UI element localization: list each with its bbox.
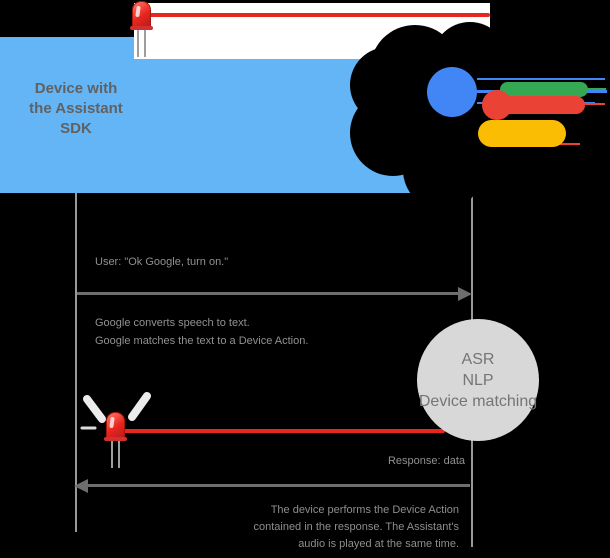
processing-line: NLP [462, 371, 494, 389]
google-step-label: Google converts speech to text. [95, 317, 250, 329]
device-title-line: SDK [60, 120, 92, 137]
user-query-label: User: "Ok Google, turn on." [95, 256, 229, 268]
led-icon [132, 1, 152, 59]
google-blue-dot [427, 67, 477, 117]
device-title-line: Device with [34, 80, 118, 97]
request-arrow-head-icon [458, 287, 472, 301]
led-wire-mid [120, 429, 445, 433]
processing-circle [417, 319, 539, 441]
google-red-dot [482, 90, 512, 120]
bottom-note-line: The device performs the Device Action [270, 504, 459, 516]
device-box-title [10, 79, 142, 139]
google-step-label: Google matches the text to a Device Action. [95, 335, 309, 347]
response-arrow-head-icon [74, 479, 88, 493]
response-label: Response: data [387, 455, 465, 467]
bottom-note-line: contained in the response. The Assistant's [253, 521, 459, 533]
processing-line: Device matching [418, 392, 538, 410]
bottom-note-line: audio is played at the same time. [298, 538, 459, 550]
request-arrow [77, 292, 459, 295]
response-arrow [88, 484, 470, 487]
google-green-bar [500, 82, 588, 97]
led-wire-top [146, 13, 490, 17]
google-yellow-bar [478, 120, 566, 147]
bottom-note [253, 502, 459, 553]
device-title-line: the Assistant [29, 100, 123, 117]
processing-line: ASR [461, 350, 495, 368]
led-lit-icon [106, 412, 126, 470]
